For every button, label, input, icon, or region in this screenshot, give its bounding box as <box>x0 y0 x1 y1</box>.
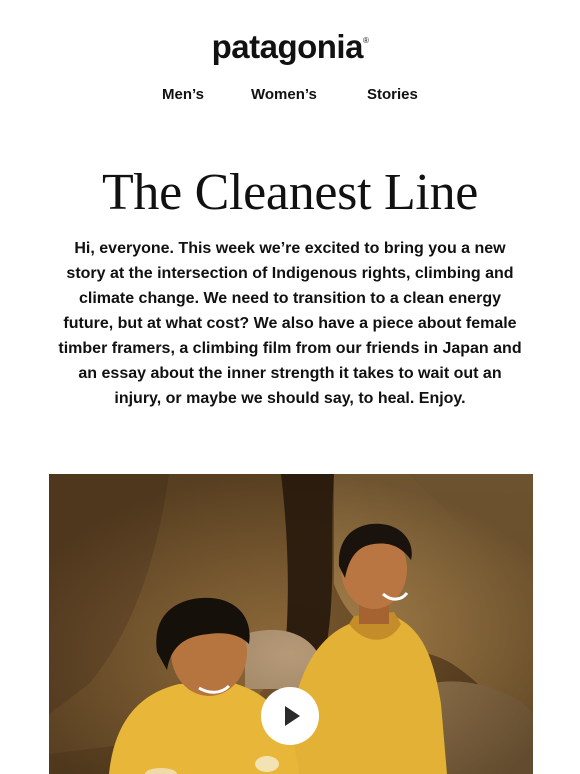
logo-text: patagonia <box>211 28 363 65</box>
hero-video[interactable] <box>49 474 533 774</box>
nav-link-mens[interactable]: Men’s <box>162 86 204 103</box>
nav-link-stories[interactable]: Stories <box>367 86 418 103</box>
intro-paragraph: Hi, everyone. This week we’re excited to bring you a new story at the intersection of Indigenous rights, climbing and climate change. We need to transition to a clean energy future, but at what cost? We also have a piece about female timber framers, a climbing film from our friends in Japan and an essay about the inner strength it takes to wait out an injury, or maybe we should say, to heal. Enjoy. <box>58 240 522 407</box>
play-icon <box>285 706 300 726</box>
page-title: The Cleanest Line <box>101 164 479 221</box>
patagonia-logo[interactable] <box>0 28 580 66</box>
play-button[interactable] <box>261 687 319 745</box>
registered-mark: ® <box>362 36 369 45</box>
nav-link-womens[interactable]: Women’s <box>251 86 317 103</box>
